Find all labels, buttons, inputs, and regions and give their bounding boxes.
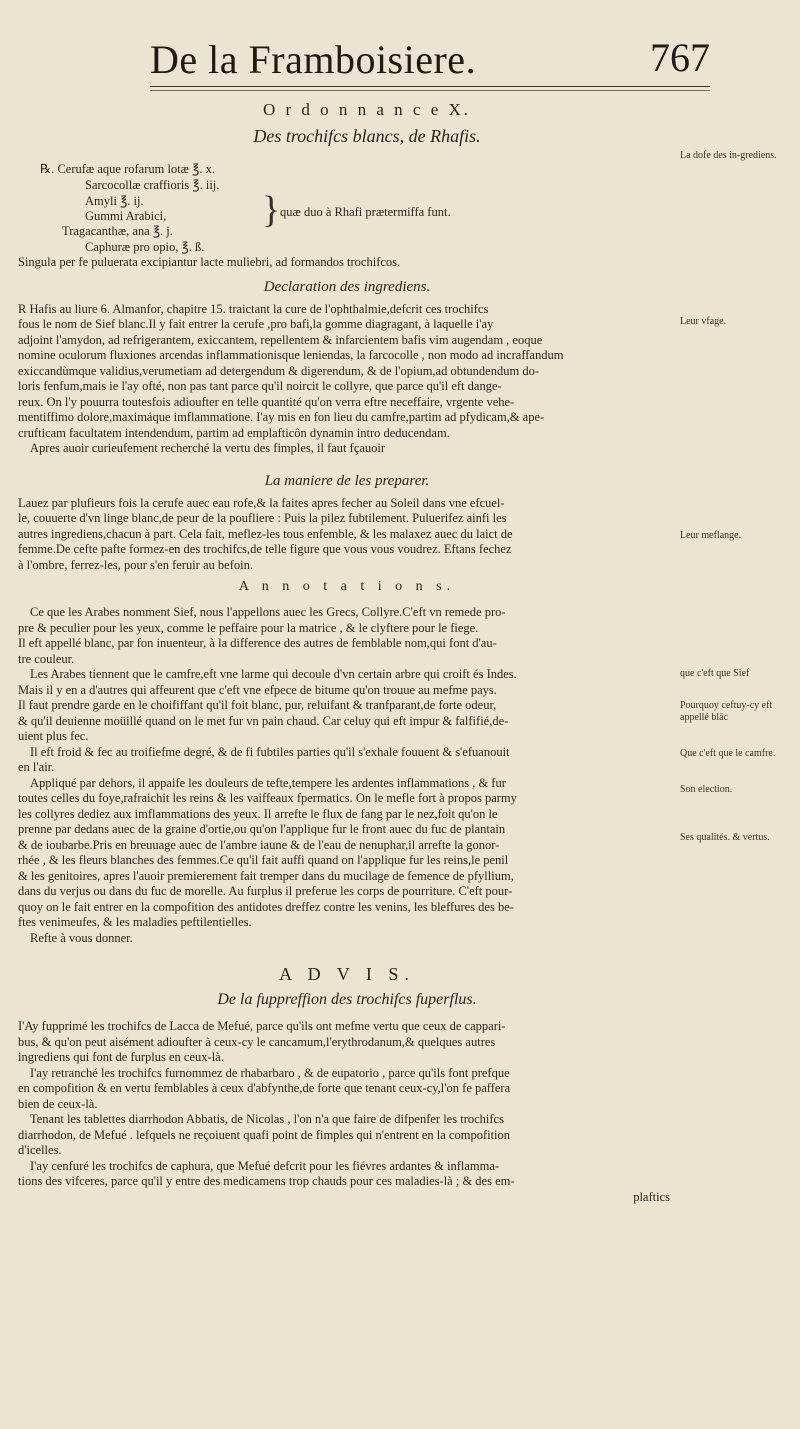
text-line: R Hafis au liure 6. Almanfor, chapitre 15. traictant la cure de l'ophthalmie,defcrit ces trochifcs xyxy=(18,301,489,316)
main-text xyxy=(18,96,676,1205)
margin-note: La dofe des in-grediens. xyxy=(680,150,777,161)
text-line: Apres auoir curieufement recherché la vertu des fimples, il faut fçauoir xyxy=(30,441,386,455)
brace-glyph: } xyxy=(262,189,281,231)
margin-note: que c'eft que Sief xyxy=(680,668,750,679)
text-line: les collyres dediez aux imflammations des yeux. Il arrefte le flux de fang par le nez,foit qu'on le xyxy=(18,806,498,821)
text-line: fous le nom de Sief blanc.Il y fait entrer la cerufe ,pro bafi,la gomme diagragant, à laquelle i'ay xyxy=(18,317,494,331)
text-line: Mais il y en a d'autres qui affeurent que c'eft vne efpece de bitume qu'on trouue au mefme pays. xyxy=(18,682,497,697)
advis-subtitle: De la fuppreffion des trochifcs fuperflus. xyxy=(217,991,477,1008)
margin-note: Leur meflange. xyxy=(680,530,742,541)
text-line: pre & peculier pour les yeux, comme le peffaire pour la matrice , & le clyftere pour le fiege. xyxy=(18,620,479,635)
text-line: Il eft appellé blanc, par fon inuenteur, à la difference des autres de femblable nom,qui font d'au- xyxy=(18,636,497,650)
text-line: mentiffimo dolore,maximáque imflammatione. I'ay mis en fon lieu du camfre,partim ad pfydicam,& ape- xyxy=(18,410,545,424)
declaration-text xyxy=(18,302,676,457)
section-title: Des trochifcs blancs, de Rhafis. xyxy=(253,126,481,146)
recipe-block xyxy=(18,161,676,255)
text-line: femme.De cefte pafte formez-en des trochifcs,de telle figure que vous vous voudrez. Eftans fechez xyxy=(18,542,512,556)
annotations-title: A n n o t a t i o n s. xyxy=(238,579,456,594)
text-line: autres ingrediens,chacun à part. Cela fait, meflez-les tous enfemble, & les malaxez auec du laict de xyxy=(18,526,513,541)
text-line: adjoint l'amydon, ad refrigerantem, exiccantem, repellentem & infarcientem bafis vim augendam , eoque xyxy=(18,332,543,347)
text-line: uient plus fec. xyxy=(18,729,89,743)
margin-note: Leur vfage. xyxy=(680,316,727,327)
text-line: dans du verjus ou dans du fuc de morelle. Au furplus il preferue les corps de pourriture. C'eft pour- xyxy=(18,884,513,898)
text-line: ftes venimeufes, & les maladies peftilentielles. xyxy=(18,915,252,929)
advis-text xyxy=(18,1019,676,1190)
text-line: & qu'il deuienne moüillé quand on le met fur vn pain chaud. Car celuy qui eft impur & falfifié,de- xyxy=(18,713,509,728)
text-line: bus, & qu'on peut aisément adioufter à ceux-cy le cancamum,l'erythrodanum,& quelques autres xyxy=(18,1034,496,1049)
text-line: I'ay cenfuré les trochifcs de caphura, que Mefué defcrit pour les fiévres ardantes & inflamma- xyxy=(30,1158,500,1173)
recipe-line: Sarcocollæ craffioris ℥. iij. xyxy=(85,178,220,192)
text-line: prenne par dedans auec de la graine d'ortie,ou qu'on l'applique fur le front auec du fuc de plantain xyxy=(18,822,506,836)
text-line: crufticam facultatem intendendum, partim ad emplafticôn dynamin intro deducendam. xyxy=(18,425,450,440)
text-line: le, couuerte d'vn linge blanc,de peur de la poufliere : Puis la pilez fubtilement. Puluerifez ainfi les xyxy=(18,511,507,525)
recipe-line: Tragacanthæ, ana ℥. j. xyxy=(62,224,173,238)
ordonnance-heading: O r d o n n a n c e X. xyxy=(262,100,472,119)
text-line: exiccandùmque validius,verumetiam ad detergendum & digerendum, & de l'opium,ad obtundendum do- xyxy=(18,363,539,378)
brace-note: quæ duo à Rhafi prætermiffa funt. xyxy=(280,205,451,219)
text-line: en compofition & en vertu femblables à ceux d'abfynthe,de forte que tenant ceux-cy,l'on fe paffera xyxy=(18,1081,511,1095)
text-line: Il eft froid & fec au troifiefme degré, & de fi fubtiles parties qu'il s'exhale fouuent & s'efuanouit xyxy=(30,744,510,759)
page-header xyxy=(150,28,710,88)
text-line: & de ioubarbe.Pris en breuuage auec de l'ambre iaune & de l'eau de nenuphar,il arrefte la gonor- xyxy=(18,837,500,852)
text-line: bien de ceux-là. xyxy=(18,1096,98,1111)
text-line: diarrhodon, de Mefué . lefquels ne reçoiuent quafi point de fimples qui n'entrent en la compofition xyxy=(18,1127,511,1142)
header-rule xyxy=(150,86,710,87)
recipe-instruction: Singula per fe puluerata excipiantur lacte muliebri, ad formandos trochifcos. xyxy=(18,255,401,269)
text-line: & les genitoires, apres l'auoir premierement fait tremper dans du mucilage de femence de pfyllium, xyxy=(18,868,514,883)
text-line: quoy on le fait entrer en la compofition des antidotes dreffez contre les venins, les bleffures des be- xyxy=(18,899,514,914)
text-line: Refte à vous donner. xyxy=(30,930,133,945)
recipe-line: Caphuræ pro opio, ℥. ß. xyxy=(85,240,205,254)
text-line: Ce que les Arabes nomment Sief, nous l'appellons auec les Grecs, Collyre.C'eft vn remede pro- xyxy=(30,605,506,619)
annotations-text xyxy=(18,605,676,946)
catchword: plaftics xyxy=(633,1189,670,1204)
text-line: reux. On l'y pouurra toutesfois adioufter en telle quantité qu'on verra eftre neceffaire, vrgente vehe- xyxy=(18,394,515,409)
header-rule-thin xyxy=(150,90,710,91)
text-line: Tenant les tablettes diarrhodon Abbatis, de Nicolas , l'on n'a que faire de difpenfer les trochifcs xyxy=(30,1112,504,1126)
advis-title: A D V I S. xyxy=(279,964,415,984)
margin-note: Son election. xyxy=(680,784,733,795)
text-line: toutes celles du foye,rafraichit les reins & les vaiffeaux fpermatics. On le mefle fort à propos parmy xyxy=(18,791,517,805)
recipe-line: ℞. Cerufæ aque rofarum lotæ ℥. x. xyxy=(40,162,215,176)
recipe-line: Amyli ℥. ij. xyxy=(85,194,144,208)
text-line: I'ay retranché les trochifcs furnommez de rhabarbaro , & de eupatorio , parce qu'ils font prefque xyxy=(30,1065,510,1080)
text-line: nomine oculorum fluxiones arcendas inflammationisque leniendas, la farcocolle , non modo ad incraffandum xyxy=(18,348,564,362)
margin-note: Ses qualités. & vertus. xyxy=(680,832,770,843)
text-line: tre couleur. xyxy=(18,651,75,666)
text-line: à l'ombre, ferrez-les, pour s'en feruir au befoin. xyxy=(18,557,253,572)
text-line: Appliqué par dehors, il appaife les douleurs de tefte,tempere les ardentes inflammations , & fur xyxy=(30,775,506,790)
running-title: De la Framboisiere. xyxy=(150,37,477,82)
page-number: 767 xyxy=(650,35,710,80)
declaration-title: Declaration des ingrediens. xyxy=(263,278,431,295)
text-line: d'icelles. xyxy=(18,1143,62,1157)
text-line: ingrediens qui font de furplus en ceux-là. xyxy=(18,1050,224,1064)
text-line: Lauez par plufieurs fois la cerufe auec eau rofe,& la faites apres fecher au Soleil dans vne efcuel- xyxy=(18,495,505,510)
text-line: rhée , & les fleurs blanches des femmes.Ce qu'il fait auffi quand on l'applique fur les reins,le penil xyxy=(18,853,509,867)
preparation-title: La maniere de les preparer. xyxy=(264,472,430,489)
text-line: I'Ay fupprimé les trochifcs de Lacca de Mefué, parce qu'ils ont mefme vertu que ceux de cappari- xyxy=(18,1019,506,1033)
text-line: Les Arabes tiennent que le camfre,eft vne larme qui decoule d'vn certain arbre qui croift és Indes. xyxy=(30,667,517,681)
text-line: loris fenfum,mais ie l'ay ofté, non pas tant parce qu'il noircit le collyre, que parce qu'il eft dange- xyxy=(18,379,502,393)
margin-note: Pourquoy ceftuy-cy eft appellé blāc xyxy=(680,700,773,723)
braced-ingredients xyxy=(40,189,676,238)
text-line: en l'air. xyxy=(18,760,55,774)
preparation-text xyxy=(18,496,676,574)
recipe-line: Gummi Arabici, xyxy=(85,209,167,223)
margin-note: Que c'eft que le camfre. xyxy=(680,748,776,759)
text-line: Il faut prendre garde en le choififfant qu'il foit blanc, pur, reluifant & tranfparant,de forte odeur, xyxy=(18,698,497,712)
text-line: tions des vifceres, parce qu'il y entre des medicamens trop chauds pour ces maladies-là ; & des em- xyxy=(18,1174,515,1188)
